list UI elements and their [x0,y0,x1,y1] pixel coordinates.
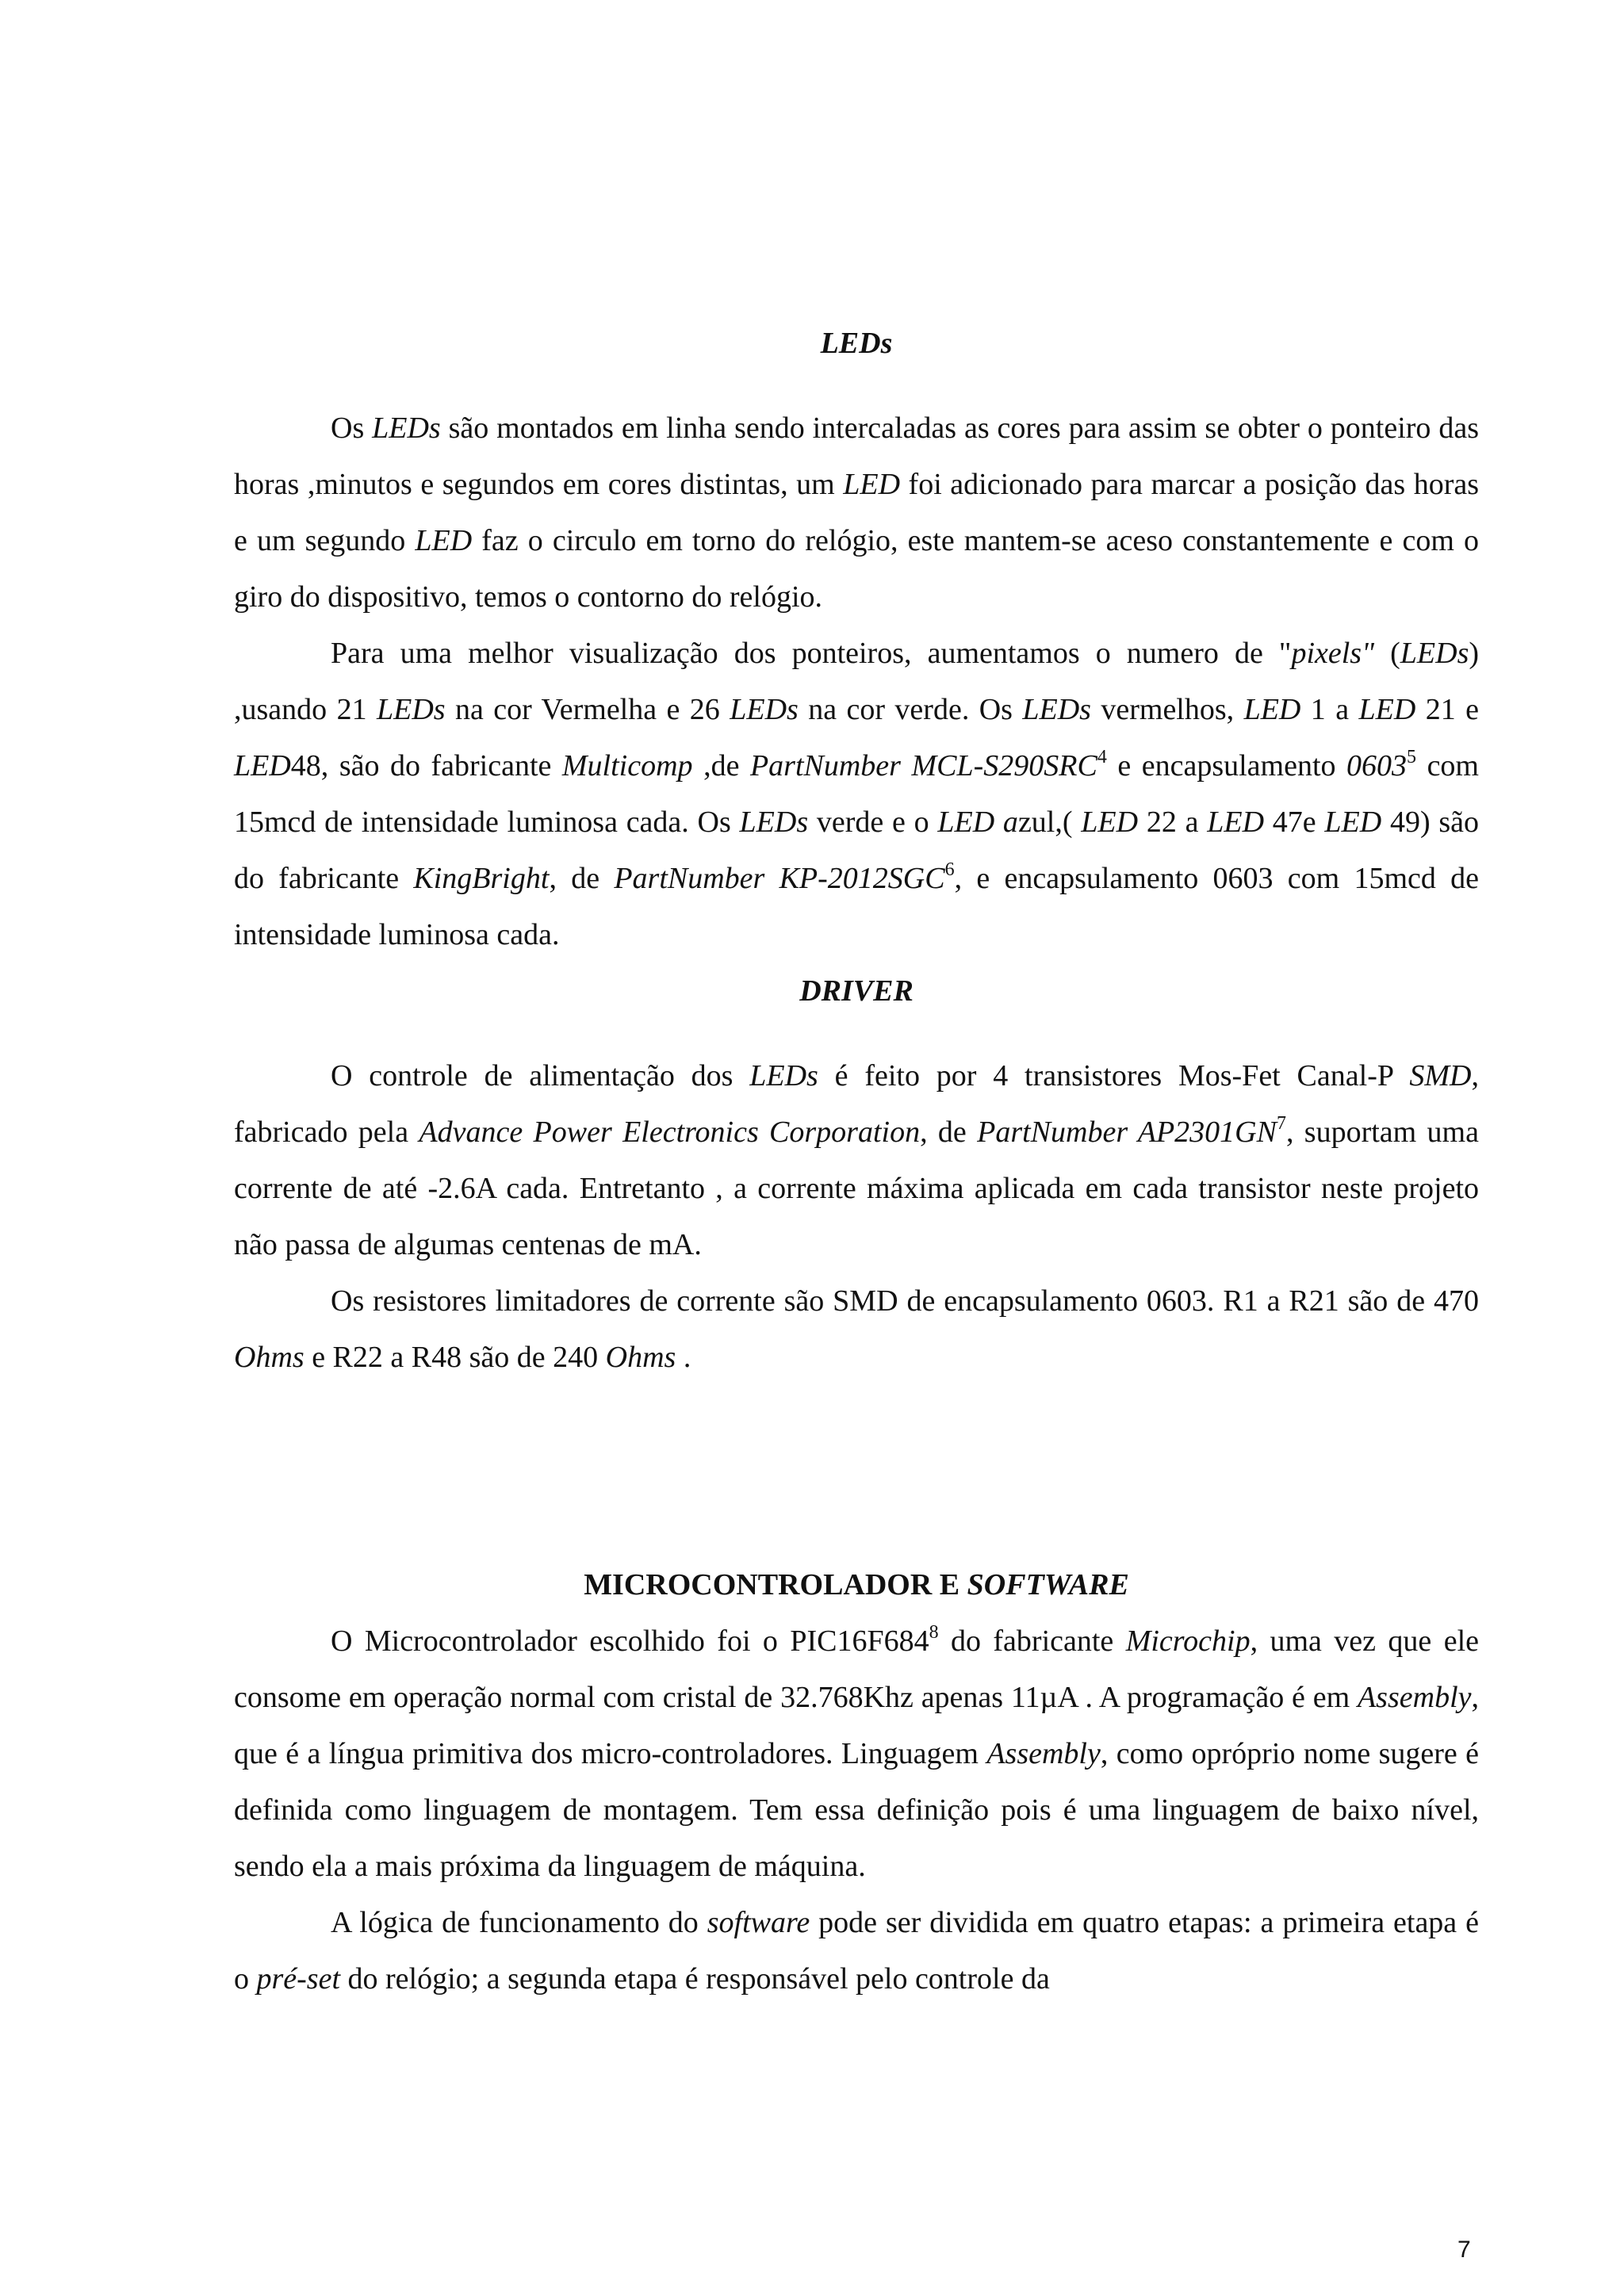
page-number: 7 [1457,2237,1471,2263]
driver-paragraph-2: Os resistores limitadores de corrente são SMD de encapsulamento 0603. R1 a R21 são de 470 Ohms e R22 a R48 são de 240 Ohms . [234,1284,1479,1374]
leds-heading: LEDs [820,327,893,360]
footnote-ref-8: 8 [929,1622,939,1643]
micro-paragraph-1: O Microcontrolador escolhido foi o $PIC16F684^8$ do fabricante Microchip, uma vez que ele consome em operação normal com cristal de 32.768Khz apenas 11µA . A programação é em Assembly, que é a língua primitiva dos micro-controladores. Linguagem Assembly, como opróprio nome sugere é definida como linguagem de montagem. Tem essa definição pois é uma linguagem de baixo nível, sendo ela a mais próxima da linguagem de máquina. [234,1622,1479,1883]
footnote-ref-7: 7 [1276,1113,1286,1134]
driver-heading: DRIVER [799,974,914,1008]
footnote-ref-6: 6 [944,859,955,880]
leds-paragraph-1: Os LEDs são montados em linha sendo intercaladas as cores para assim se obter o ponteiro das horas ,minutos e segundos em cores distintas, um LED foi adicionado para marcar a posição das horas e um segundo LED faz o circulo em torno do relógio, este mantem-se aceso constantemente e com o giro do dispositivo, temos o contorno do relógio. [234,411,1480,614]
footnote-ref-4: 4 [1097,747,1107,767]
driver-paragraph-1: O controle de alimentação dos LEDs é feito por 4 transistores Mos-Fet Canal-P SMD, fabricado pela Advance Power Electronics Corporation, de PartNumber $AP2301GN^7$, suportam uma corrente de até -2.6A cada. Entretanto , a corrente máxima aplicada em cada transistor neste projeto não passa de algumas centenas de mA. [234,1059,1479,1261]
micro-heading: MICROCONTROLADOR E SOFTWARE [584,1568,1129,1601]
micro-paragraph-2: A lógica de funcionamento do software pode ser dividida em quatro etapas: a primeira etapa é o pré-set do relógio; a segunda etapa é responsável pelo controle da [234,1906,1479,1996]
footnote-ref-5: 5 [1407,747,1417,767]
leds-paragraph-2: Para uma melhor visualização dos ponteiros, aumentamos o numero de "pixels" (LEDs) ,usando 21 LEDs na cor Vermelha e 26 LEDs na cor verde. Os LEDs vermelhos, LED 1 a LED 21 e LED48, são do fabricante Multicomp ,de PartNumber MCL-S290SRC$^4$ e encapsulamento 0603$^5$ com 15mcd de intensidade luminosa cada. Os LEDs verde e o LED azul,( LED 22 a LED 47e LED 49) são do fabricante KingBright, de PartNumber KP-2012SGC$^6$, e encapsulamento 0603 com 15mcd de intensidade luminosa cada. [234,637,1480,951]
section-microcontrolador [234,1557,1479,2007]
section-leds [234,316,1479,1386]
